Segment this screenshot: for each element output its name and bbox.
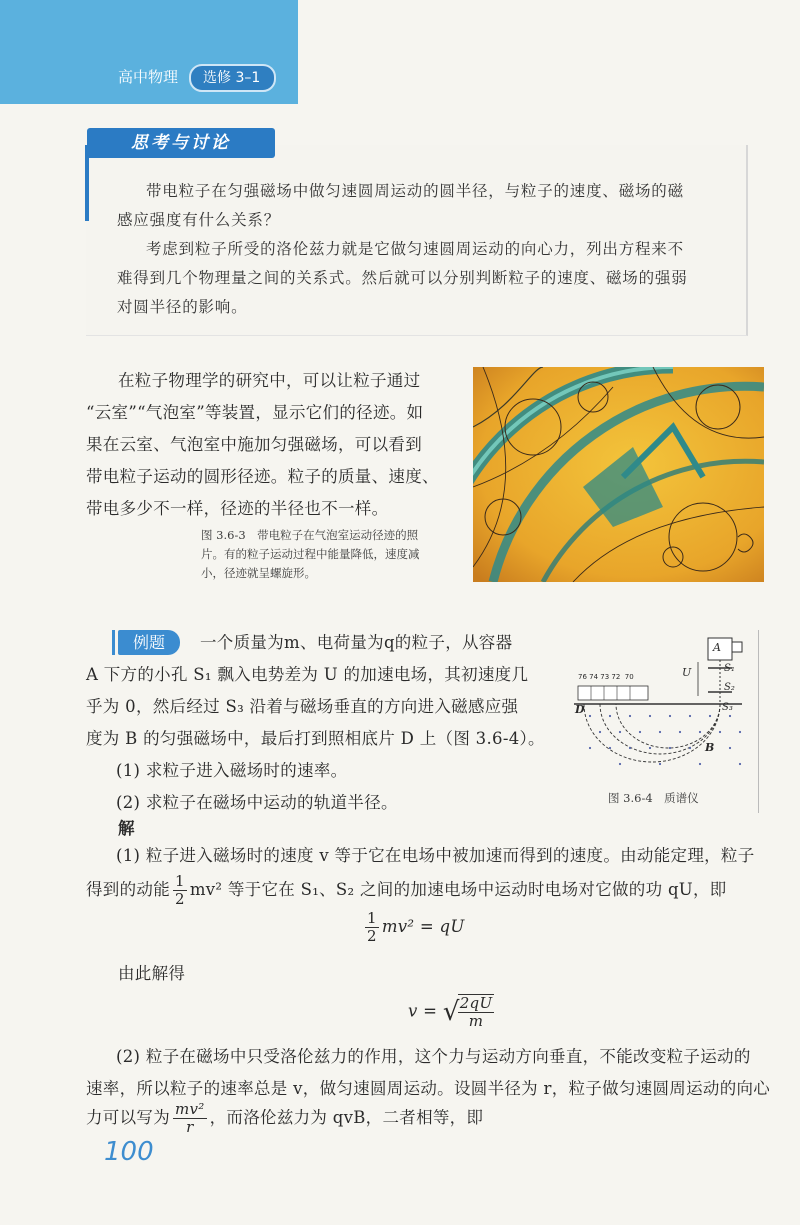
think-line-4: 难得到几个物理量之间的关系式。然后就可以分别判断粒子的速度、磁场的强弱 xyxy=(117,269,688,287)
example-line-4: 度为 B 的匀强磁场中，最后打到照相底片 D 上（图 3.6-4）。 xyxy=(86,729,545,748)
eq2-lhs: v = xyxy=(408,1001,438,1021)
p2-text-pre: 力可以写为 xyxy=(86,1108,170,1127)
centripetal-fraction xyxy=(173,1101,207,1136)
equation-2 xyxy=(408,994,497,1030)
photo-caption-2: 片。有的粒子运动过程中能量降低，速度减 xyxy=(201,547,420,561)
think-line-1: 带电粒子在匀强磁场中做匀速圆周运动的圆半径，与粒子的速度、磁场的磁 xyxy=(146,182,684,200)
sqrt-fraction xyxy=(458,994,495,1030)
photo-caption-3: 小，径迹就呈螺旋形。 xyxy=(201,566,316,580)
page-number: 100 xyxy=(104,1137,154,1167)
figure-caption: 图 3.6-4 质谱仪 xyxy=(608,791,699,805)
photo-caption-1: 图 3.6-3 带电粒子在气泡室运动径迹的照 xyxy=(201,528,419,542)
eq1-den: 2 xyxy=(367,927,377,945)
frac-den: 2 xyxy=(175,890,185,908)
solution-p2-line-1: (2) 粒子在磁场中只受洛伦兹力的作用，这个力与运动方向垂直，不能改变粒子运动的 xyxy=(116,1047,751,1066)
intro-line-1: 在粒子物理学的研究中，可以让粒子通过 xyxy=(118,371,421,390)
equation-1 xyxy=(362,910,465,945)
example-line-3: 乎为 0，然后经过 S₃ 沿着与磁场垂直的方向进入磁感应强 xyxy=(86,697,519,716)
eq2-den: m xyxy=(468,1012,484,1030)
derive-text: 由此解得 xyxy=(118,964,186,983)
p1-text-post: mv² 等于它在 S₁、S₂ 之间的加速电场中运动时电场对它做的功 qU，即 xyxy=(189,880,727,899)
think-line-5: 对圆半径的影响。 xyxy=(117,298,248,316)
label-U: U xyxy=(682,666,692,679)
label-D: D xyxy=(575,703,585,716)
label-B: B xyxy=(705,741,715,754)
intro-line-2: “云室”“气泡室”等装置，显示它们的径迹。如 xyxy=(86,403,424,422)
solution-label: 解 xyxy=(118,819,135,838)
volume-pill: 选修 3–1 xyxy=(189,64,276,92)
solution-p1-line-2 xyxy=(86,873,727,908)
example-badge: 例题 xyxy=(118,630,180,655)
bubble-chamber-photo xyxy=(473,367,764,582)
intro-line-3: 果在云室、气泡室中施加匀强磁场，可以看到 xyxy=(86,435,422,454)
example-line-2: A 下方的小孔 S₁ 飘入电势差为 U 的加速电场，其初速度几 xyxy=(86,665,529,684)
think-line-2: 感应强度有什么关系？ xyxy=(117,211,281,229)
question-2: (2) 求粒子在磁场中运动的轨道半径。 xyxy=(116,793,398,812)
fraction-half xyxy=(173,873,187,908)
intro-line-5: 带电多少不一样，径迹的半径也不一样。 xyxy=(86,499,389,518)
p1-text-pre: 得到的动能 xyxy=(86,880,170,899)
cf-den: r xyxy=(186,1118,194,1136)
cf-num: mv² xyxy=(175,1100,205,1118)
solution-p2-line-2: 速率，所以粒子的速率总是 v，做匀速圆周运动。设圆半径为 r，粒子做匀速圆周运动的向心 xyxy=(86,1079,771,1098)
scale-labels: 76 74 73 72 70 xyxy=(578,673,634,681)
p2-text-post: ，而洛伦兹力为 qvB，二者相等，即 xyxy=(209,1108,484,1127)
label-S3: S₃ xyxy=(722,702,733,713)
book-title: 高中物理 xyxy=(118,68,179,86)
intro-line-4: 带电粒子运动的圆形径迹。粒子的质量、速度、 xyxy=(86,467,439,486)
sqrt-icon: √ xyxy=(442,997,460,1027)
solution-p1-line-1: (1) 粒子进入磁场时的速度 v 等于它在电场中被加速而得到的速度。由动能定理，粒子 xyxy=(116,846,755,865)
label-S2: S₂ xyxy=(724,682,735,693)
eq2-num: 2qU xyxy=(459,994,493,1012)
eq1-fraction xyxy=(365,910,379,945)
example-line-1: 一个质量为m、电荷量为q的粒子，从容器 xyxy=(200,633,513,652)
label-S1: S₁ xyxy=(724,663,735,674)
eq1-rhs: mv² = qU xyxy=(381,917,465,936)
think-discuss-tag: 思考与讨论 xyxy=(87,128,275,158)
eq1-num: 1 xyxy=(367,909,377,927)
frac-num: 1 xyxy=(175,872,185,890)
label-A: A xyxy=(713,641,721,654)
think-line-3: 考虑到粒子所受的洛伦兹力就是它做匀速圆周运动的向心力，列出方程来不 xyxy=(146,240,684,258)
question-1: (1) 求粒子进入磁场时的速率。 xyxy=(116,761,348,780)
solution-p2-line-3 xyxy=(86,1101,483,1136)
